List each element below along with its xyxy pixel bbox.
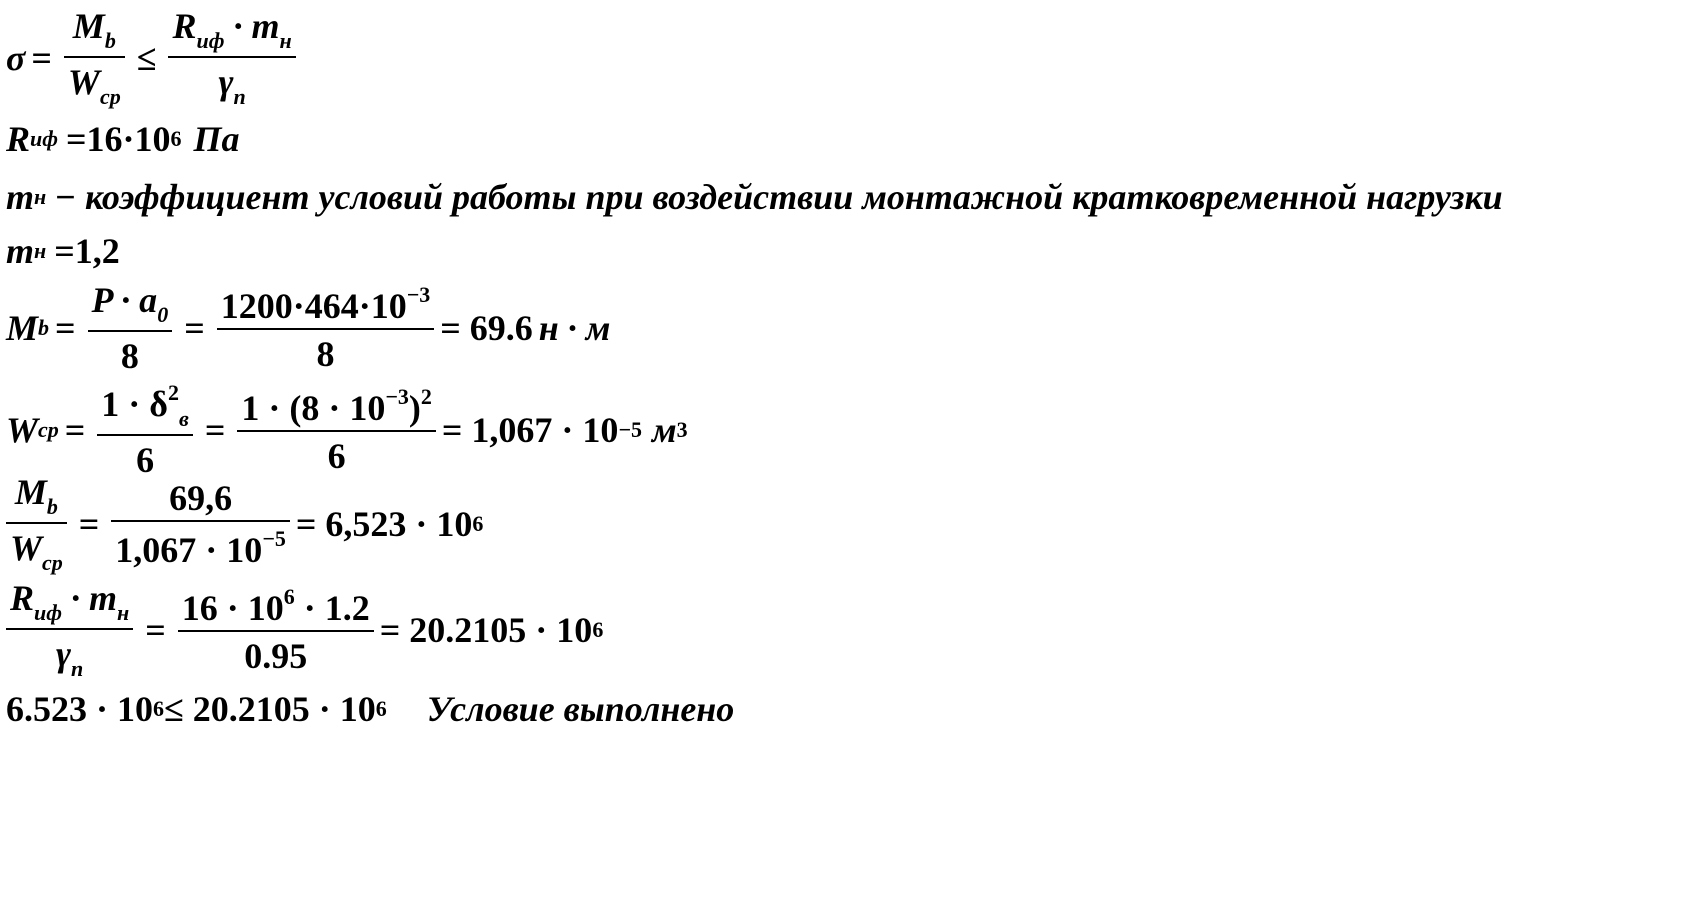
formula-stress-value: $\frac{M_b}{W_{ср}}$ = $\frac{69,6}{1,067 \cdot 10^{-5}}$ = 6,523 · 10 6 xyxy=(6,474,483,574)
fraction-mb-wcp: $\frac{M_b}{W_{ср}}$ xyxy=(64,8,125,108)
m-coefficient-description: m н − коэффициент условий работы при воздействии монтажной кратковременной нагрузки xyxy=(6,177,1503,217)
formula-strength-condition xyxy=(6,8,302,108)
formula-moment: M b = $\frac{P \cdot a_0}{8}$ = $\frac{1200\cdot 464\cdot 10^{-3}}{8}$ = 69.6 н · м xyxy=(6,280,611,376)
condition-met-text: Условие выполнено xyxy=(426,689,735,729)
less-equal-sign: ≤ xyxy=(136,38,157,78)
formula-allowable-stress: $\frac{R_{иф} \cdot m_н}{\gamma_n}$ = $\frac{16 \cdot 10^6 \cdot 1.2}{0.95}$ = 20.2105 · 10 6 xyxy=(6,580,603,680)
equals-sign: = xyxy=(31,38,52,78)
fraction-r-m-gamma: $\frac{R_{иф} \cdot m_н}{\gamma_n}$ xyxy=(168,8,295,108)
formula-conclusion: 6.523 · 10 6 ≤ 20.2105 · 10 6 Условие выполнено xyxy=(6,689,735,729)
formula-section-modulus: W ср = $\frac{1 \cdot \delta^2_в}{6}$ = $\frac{1 \cdot (8 \cdot 10^{-3})^2}{6}$ = 1,067 · 10 −5 м 3 xyxy=(6,380,688,480)
sigma-symbol: σ xyxy=(6,38,26,78)
formula-r-value: R иф =16·10 6 Па xyxy=(6,119,240,159)
formula-m-value: m н =1,2 xyxy=(6,231,120,271)
